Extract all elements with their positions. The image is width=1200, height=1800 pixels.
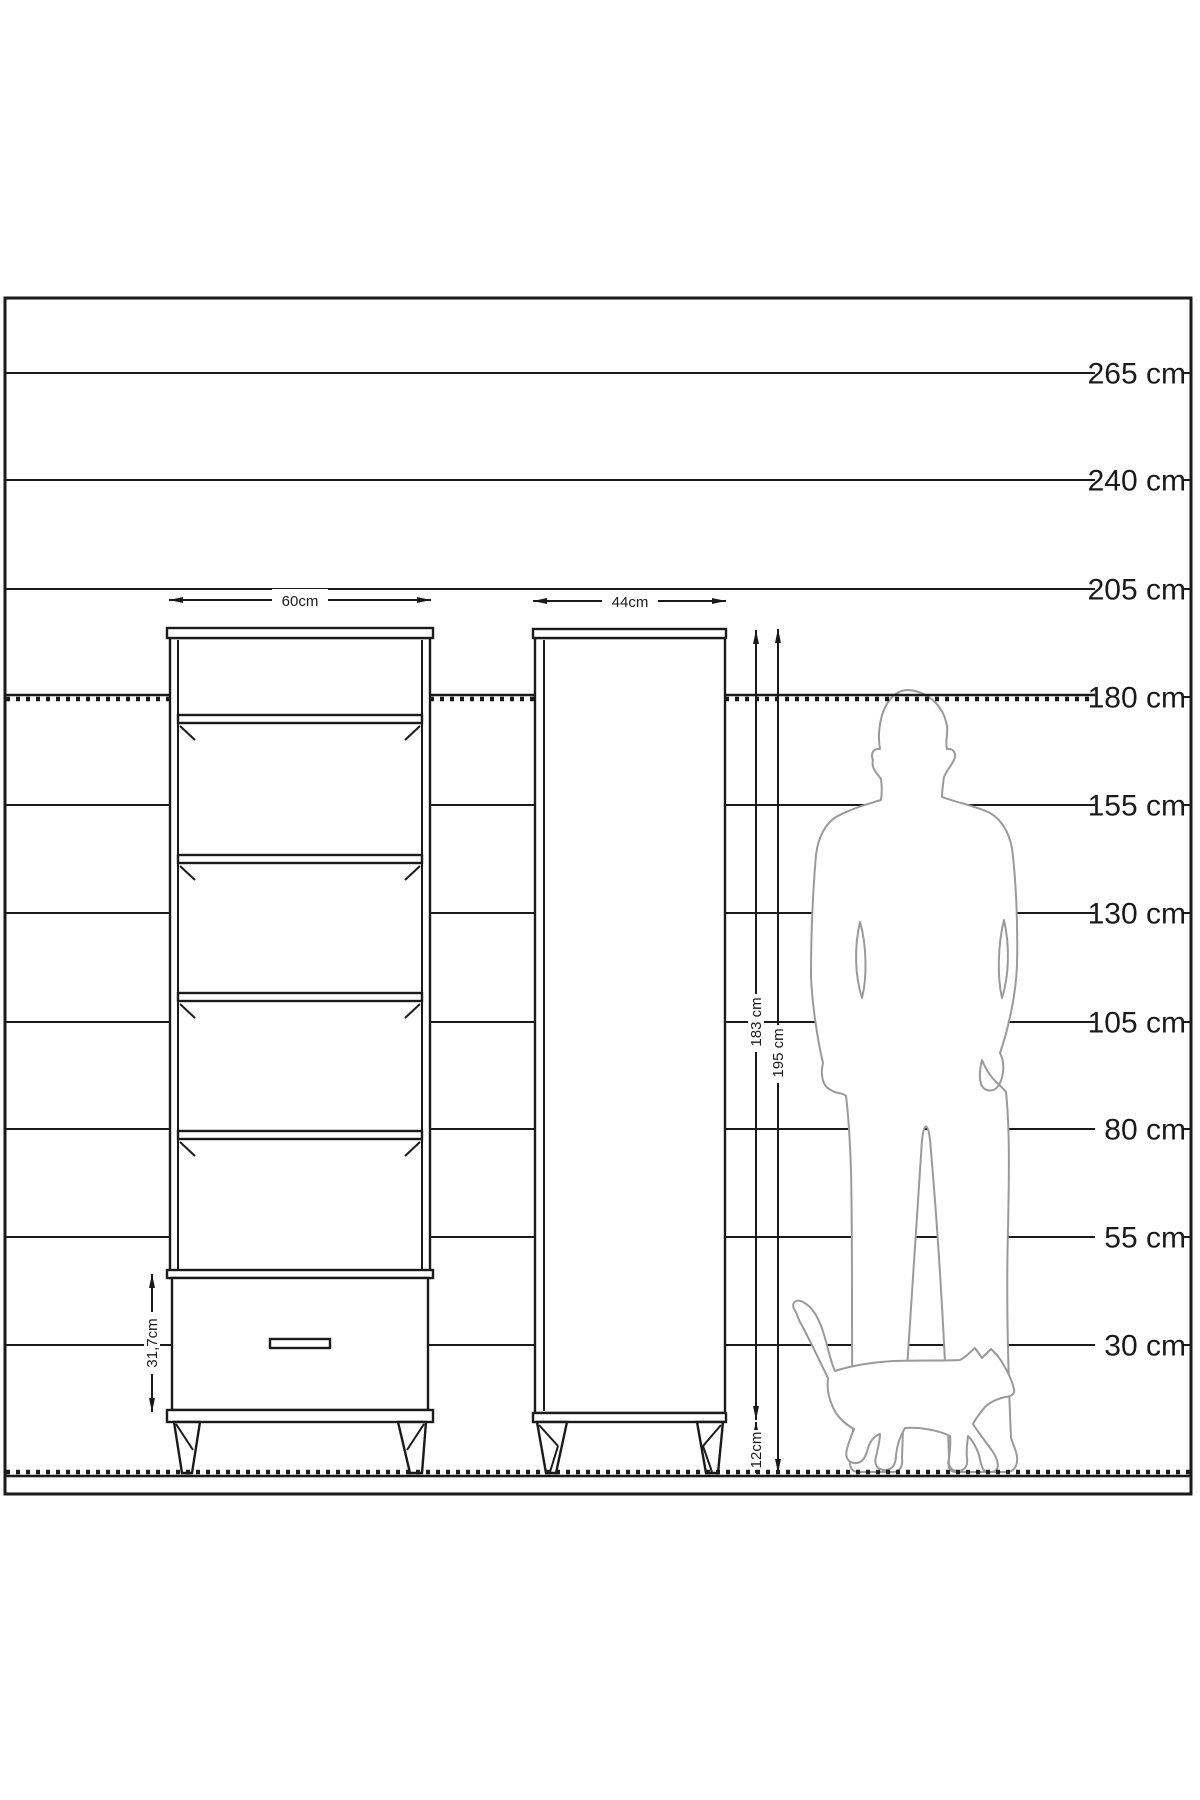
ruler-label-155cm: 155 cm bbox=[1087, 789, 1186, 823]
height-ruler-labels bbox=[1088, 358, 1190, 1363]
arrow-right-icon bbox=[417, 597, 431, 603]
arrow-left-icon bbox=[533, 598, 547, 604]
body-height-label: 183 cm bbox=[748, 997, 765, 1047]
arrow-down-icon bbox=[149, 1398, 155, 1412]
ruler-label-105cm: 105 cm bbox=[1087, 1006, 1186, 1040]
cabinet-front-body bbox=[170, 638, 430, 1278]
arrow-down-icon bbox=[753, 1406, 759, 1420]
shelf-board bbox=[178, 715, 422, 723]
ruler-label-80cm: 80 cm bbox=[1104, 1113, 1186, 1147]
cabinet-front-bottom-board bbox=[167, 1410, 433, 1422]
cabinet-side-bottom-board bbox=[533, 1413, 726, 1422]
body-height-dimension bbox=[748, 630, 765, 1473]
side-depth-dimension bbox=[533, 590, 726, 612]
drawer-height-label: 31,7cm bbox=[144, 1318, 161, 1368]
cabinet-front-top-board bbox=[167, 628, 433, 638]
side-depth-label: 44cm bbox=[611, 594, 649, 611]
arrow-right-icon bbox=[712, 598, 726, 604]
cabinet-side-top-board bbox=[533, 629, 726, 638]
cabinet-side-view bbox=[533, 590, 787, 1473]
total-height-label: 195 cm bbox=[770, 1028, 787, 1078]
cabinet-front-view bbox=[144, 589, 433, 1473]
shelf-board bbox=[178, 855, 422, 863]
cabinet-front-legs bbox=[174, 1422, 426, 1473]
arrow-up-icon bbox=[149, 1274, 155, 1288]
ruler-label-130cm: 130 cm bbox=[1087, 897, 1186, 931]
ruler-label-265cm: 265 cm bbox=[1087, 357, 1186, 391]
drawer-height-dimension bbox=[144, 1274, 161, 1412]
ruler-label-30cm: 30 cm bbox=[1104, 1329, 1186, 1363]
shelf-board bbox=[178, 1131, 422, 1139]
cabinet-side-body bbox=[535, 638, 725, 1413]
drawer-handle bbox=[270, 1339, 330, 1348]
ruler-label-180cm: 180 cm bbox=[1087, 681, 1186, 715]
front-width-label: 60cm bbox=[281, 593, 319, 610]
front-width-dimension bbox=[169, 589, 431, 611]
shelf-board bbox=[178, 993, 422, 1001]
arrow-left-icon bbox=[169, 597, 183, 603]
cabinet-leg bbox=[398, 1422, 426, 1473]
arrow-up-icon bbox=[753, 630, 759, 644]
ruler-label-205cm: 205 cm bbox=[1087, 573, 1186, 607]
total-height-dimension bbox=[770, 629, 787, 1473]
leg-height-label: 12cm bbox=[748, 1431, 765, 1469]
ruler-label-55cm: 55 cm bbox=[1104, 1221, 1186, 1255]
arrow-up-icon bbox=[775, 629, 781, 643]
ruler-label-240cm: 240 cm bbox=[1087, 464, 1186, 498]
cabinet-side-legs bbox=[537, 1422, 723, 1473]
cabinet-leg bbox=[174, 1422, 200, 1473]
